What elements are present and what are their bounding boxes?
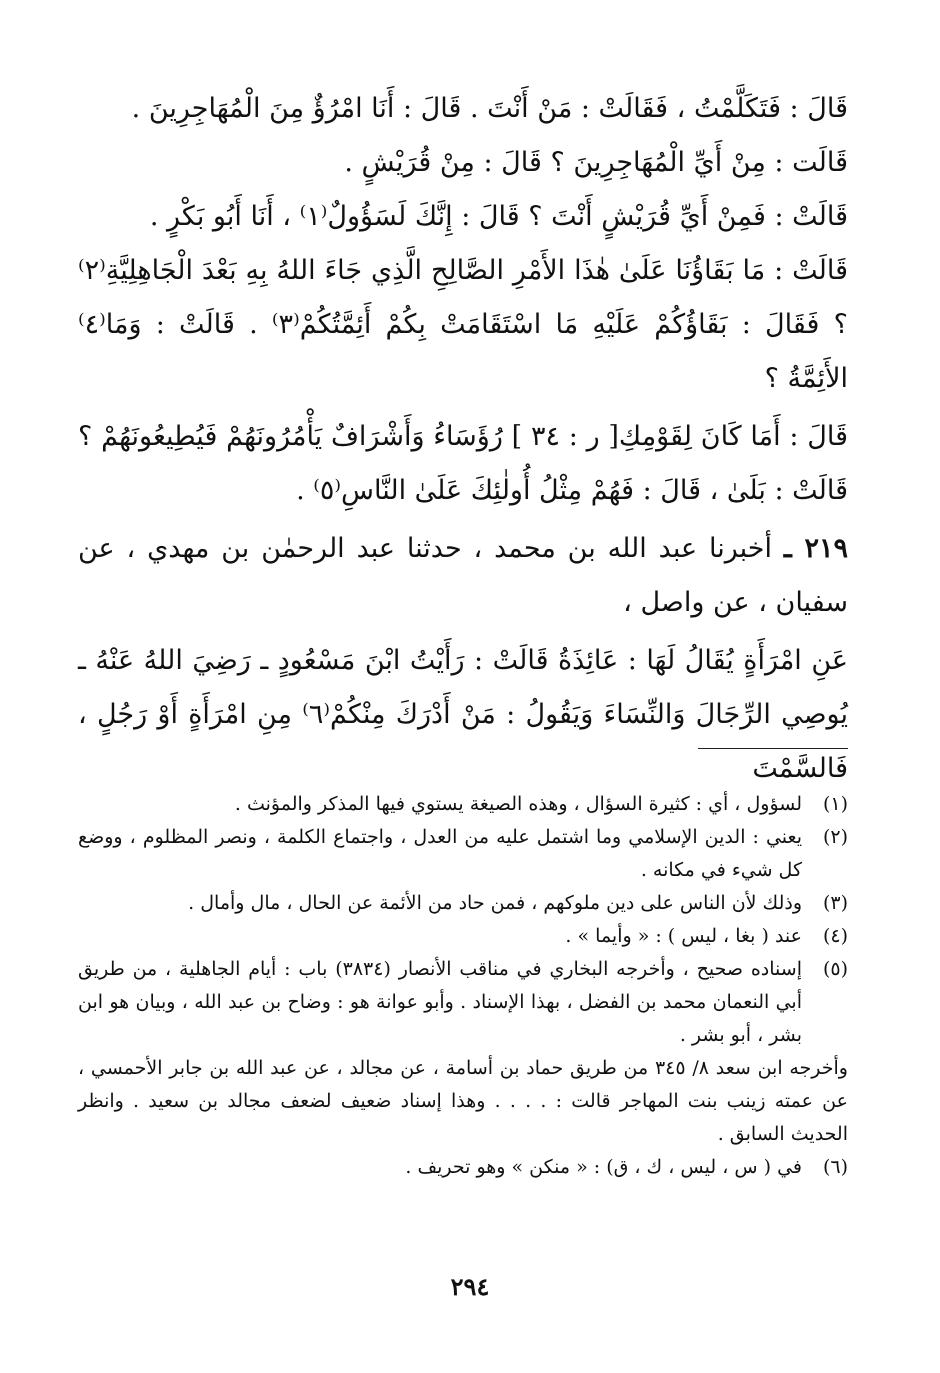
footnote-number: (٤) bbox=[822, 925, 848, 947]
text-paragraph: قَالَ : أَمَا كَانَ لِقَوْمِكِ[ ر : ٣٤ ] رُؤَسَاءُ وَأَشْرَافٌ يَأْمُرُونَهُمْ فَيُطِيعُونَهُمْ ؟ قَالَتْ : بَلَىٰ ، قَالَ : فَهُمْ مِثْلُ أُولٰئِكَ عَلَىٰ النَّاسِ⁽٥⁾ . bbox=[78, 421, 848, 506]
text-line: قَالَتْ : فَمِنْ أَيِّ قُرَيْشٍ أَنْتَ ؟ قَالَ : إِنَّكَ لَسَؤُولٌ⁽١⁾ ، أَنَا أَبُو بَكْرٍ . bbox=[149, 201, 848, 232]
footnote-separator bbox=[698, 748, 848, 749]
footnote bbox=[78, 920, 848, 953]
hadith-number: ٢١٩ ـ bbox=[783, 533, 848, 564]
text-paragraph: عَنِ امْرَأَةٍ يُقَالُ لَهَا : عَائِذَةُ قَالَتْ : رَأَيْتُ ابْنَ مَسْعُودٍ ـ رَضِيَ اللهُ عَنْهُ ـ يُوصِي الرِّجَالَ وَالنِّسَاءَ وَيَقُولُ : مَنْ أَدْرَكَ مِنْكُمْ⁽٦⁾ مِنِ امْرَأَةٍ أَوْ رَجُلٍ ، فَالسَّمْتَ bbox=[78, 645, 848, 784]
text-paragraph: قَالَتْ : مَا بَقَاؤُنَا عَلَىٰ هٰذَا الأَمْرِ الصَّالِحِ الَّذِي جَاءَ اللهُ بِهِ بَعْدَ الْجَاهِلِيَّةِ⁽٢⁾ ؟ فَقَالَ : بَقَاؤُكُمْ عَلَيْهِ مَا اسْتَقَامَتْ بِكُمْ أَئِمَّتُكُمْ⁽٣⁾ . قَالَتْ : وَمَا⁽٤⁾ الأَئِمَّةُ ؟ bbox=[78, 255, 849, 394]
footnote-text: وأخرجه ابن سعد ٨/ ٣٤٥ من طريق حماد بن أسامة ، عن مجالد ، عن عبد الله بن جابر الأحمسي ، عن عمته زينب بنت المهاجر قالت : . . . . وهذا إسناد ضعيف لضعف مجالد بن سعيد . وانظر الحديث السابق . bbox=[78, 1057, 848, 1145]
page-number: ٢٩٤ bbox=[450, 1272, 490, 1301]
footnote-text: في ( س ، ليس ، ك ، ق) : « منكن » وهو تحريف . bbox=[405, 1156, 802, 1178]
footnote-continuation bbox=[78, 1052, 848, 1151]
footnote-number: (٥) bbox=[822, 958, 848, 980]
footnote-text: يعني : الدين الإسلامي وما اشتمل عليه من العدل ، واجتماع الكلمة ، ونصر المظلوم ، ووضع كل شيء في مكانه . bbox=[78, 826, 802, 881]
footnote-number: (٢) bbox=[822, 826, 848, 848]
footnote-text: عند ( بغا ، ليس ) : « وأيما » . bbox=[565, 925, 802, 947]
footnote bbox=[78, 1151, 848, 1184]
footnote-number: (٣) bbox=[822, 892, 848, 914]
hadith-paragraph bbox=[78, 522, 848, 630]
footnote-text: لسؤول ، أي : كثيرة السؤال ، وهذه الصيغة يستوي فيها المذكر والمؤنث . bbox=[234, 793, 802, 815]
footnote bbox=[78, 788, 848, 821]
footnote-number: (٦) bbox=[822, 1156, 848, 1178]
footnote-number: (١) bbox=[822, 793, 848, 815]
footnote bbox=[78, 953, 848, 1052]
main-text bbox=[78, 82, 848, 796]
isnad-text: أخبرنا عبد الله بن محمد ، حدثنا عبد الرحمٰن بن مهدي ، عن سفيان ، عن واصل ، bbox=[78, 533, 848, 618]
footnote bbox=[78, 887, 848, 920]
text-line: قَالَت : مِنْ أَيِّ الْمُهَاجِرِينَ ؟ قَالَ : مِنْ قُرَيْشٍ . bbox=[344, 147, 848, 178]
footnote-text: إسناده صحيح ، وأخرجه البخاري في مناقب الأنصار (٣٨٣٤) باب : أيام الجاهلية ، من طريق أبي النعمان محمد بن الفضل ، بهذا الإسناد . وأبو عوانة هو : وضاح بن عبد الله ، وبيان هو ابن بشر ، أبو بشر . bbox=[78, 958, 802, 1046]
footnotes bbox=[78, 788, 848, 1184]
footnote bbox=[78, 821, 848, 887]
footnote-text: وذلك لأن الناس على دين ملوكهم ، فمن حاد من الأئمة عن الحال ، مال وأمال . bbox=[188, 892, 802, 914]
text-line: قَالَ : فَتَكَلَّمْتُ ، فَقَالَتْ : مَنْ أَنْتَ . قَالَ : أَنَا امْرُؤٌ مِنَ الْمُهَاجِرِينَ . bbox=[131, 93, 848, 124]
